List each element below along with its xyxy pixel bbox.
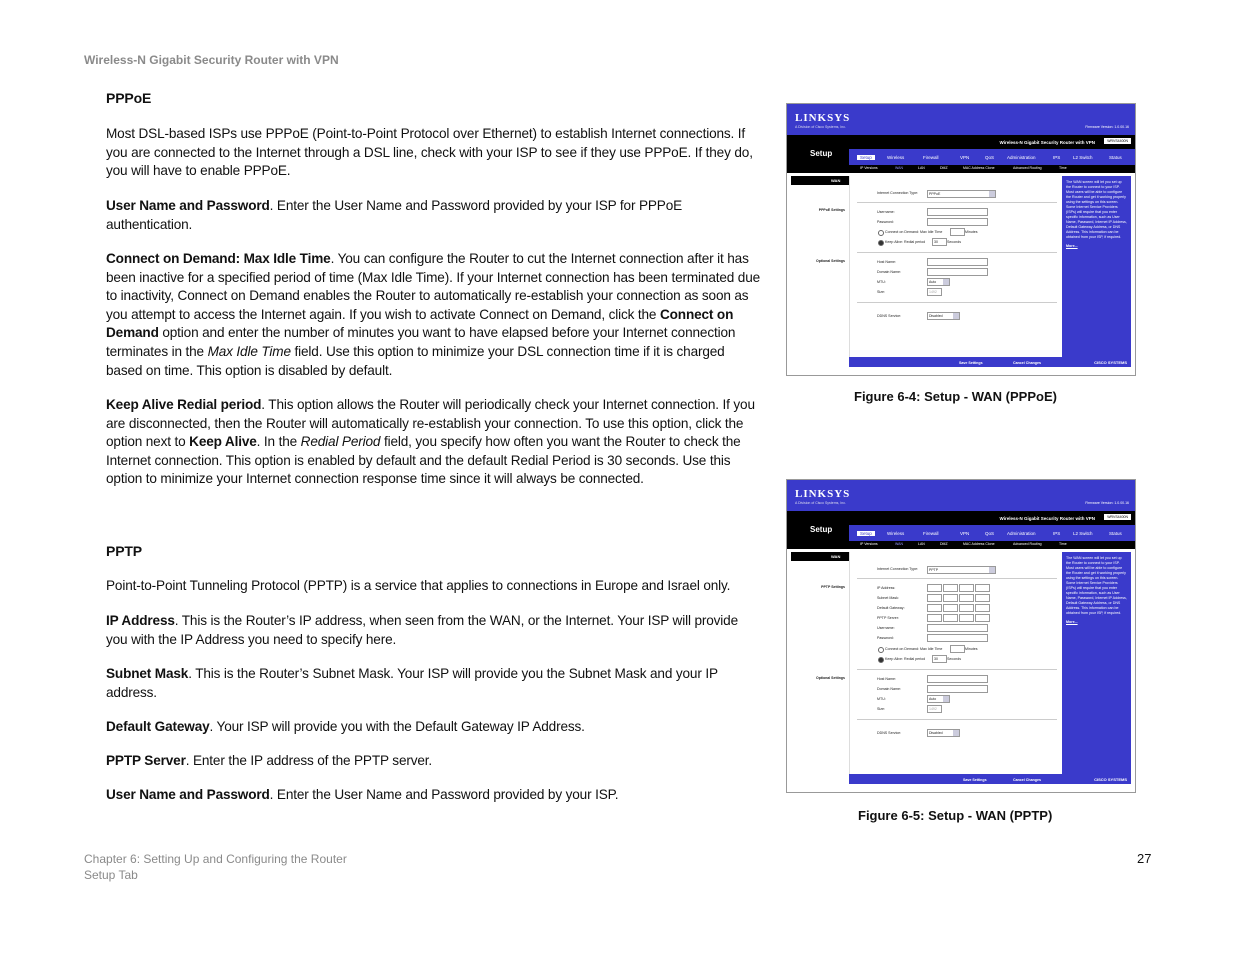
minutes-label: Minutes (965, 230, 978, 234)
subtab-ip-versions[interactable]: IP Versions (860, 166, 878, 170)
group-optional-settings: Optional Settings (816, 259, 845, 263)
subtab-dmz[interactable]: DMZ (940, 166, 948, 170)
pptp-section (106, 542, 762, 561)
subtab-lan[interactable]: LAN (918, 542, 925, 546)
ict-label: Internet Connection Type: (877, 191, 919, 195)
pppoe-keep-alive (106, 396, 762, 489)
tab-qos[interactable]: QoS (985, 531, 995, 536)
mtu-select[interactable]: Auto (927, 695, 950, 703)
seconds-label: Seconds (947, 240, 961, 244)
gw-field-3[interactable] (959, 604, 974, 612)
pppoe-heading: PPPoE (106, 90, 152, 106)
field-name: Redial Period (300, 434, 381, 450)
tab-administration[interactable]: Administration (1007, 531, 1036, 536)
wan-label: WAN (831, 178, 841, 183)
desc: . Your ISP will provide you with the Default Gateway IP Address. (209, 719, 585, 734)
figure1-caption: Figure 6-4: Setup - WAN (PPPoE) (854, 389, 1057, 404)
tab-firewall[interactable]: Firewall (923, 531, 939, 536)
domain-name-label: Domain Name: (877, 687, 901, 691)
ip-field-3[interactable] (959, 584, 974, 592)
cod-label: Connect on Demand: Max Idle Time (885, 230, 943, 234)
cancel-changes-button[interactable]: Cancel Changes (1013, 778, 1041, 782)
gw-field-2[interactable] (943, 604, 958, 612)
username-field[interactable] (927, 208, 988, 216)
subtab-mac-clone[interactable]: MAC Address Clone (963, 542, 995, 546)
term: User Name and Password (106, 787, 270, 802)
size-label: Size: (877, 707, 885, 711)
firmware-version: Firmware Version: 1.0.00.16 (1085, 501, 1129, 505)
keepalive-label: Keep Alive: Redial period (885, 240, 926, 244)
desc: . This option allows the Router will periodically check your Internet connection. If you are disconnected, then the Router will automatically re-establish your connection. To use this option, click the option next to (106, 397, 755, 450)
help-text: The WAN screen will let you set up the Router to connect to your ISP. Most users will be able to configure the Router and get it working properly using the settings on this screen. Some Internet Service Providers (ISPs) will require that you enter specific information, such as User Name, Password, Internet IP Address, Default Gateway Address, or DNS Address. This information can be obtained from your ISP, if required. (1066, 180, 1127, 239)
tab-l2-switch[interactable]: L2 Switch (1073, 155, 1093, 160)
desc: . This is the Router’s IP address, when seen from the WAN, or the Internet. Your ISP will provide you with the IP Address you need to specify here. (106, 613, 738, 647)
term: User Name and Password (106, 198, 270, 213)
redial-field[interactable]: 30 (932, 655, 947, 663)
subtab-time[interactable]: Time (1059, 542, 1067, 546)
group-pptp-settings: PPTP Settings (821, 585, 845, 589)
model-name: WRVS4400N (1104, 138, 1131, 144)
mtu-label: MTU: (877, 280, 886, 284)
desc: . This is the Router’s Subnet Mask. Your ISP will provide you the Subnet Mask and your IP address. (106, 666, 718, 700)
host-name-label: Host Name: (877, 677, 896, 681)
cisco-logo: CISCO SYSTEMS (1094, 360, 1127, 365)
divider (857, 252, 1057, 253)
tab-qos[interactable]: QoS (985, 155, 995, 160)
subnet-mask-label: Subnet Mask: (877, 596, 899, 600)
divider (857, 302, 1057, 303)
srv-field-3[interactable] (959, 614, 974, 622)
help-panel (1062, 552, 1131, 784)
desc: . You can configure the Router to cut the Internet connection after it has been inactive for a specified period of time (Max Idle Time). If your Internet connection has been terminated due to inactivity, Connect on Demand enables the Router to automatically re-establish your connection as soon as you attempt to access the Internet again. If you wish to activate Connect on Demand, click the (106, 251, 761, 322)
keepalive-label: Keep Alive: Redial period (885, 657, 926, 661)
mask-field-3[interactable] (959, 594, 974, 602)
ddns-select[interactable]: Disabled (927, 312, 960, 320)
model-name: WRVS4400N (1104, 514, 1131, 520)
cod-field[interactable] (950, 228, 965, 236)
redial-field[interactable]: 30 (932, 238, 947, 246)
desc: field, you specify how often you want the Router to check the Internet connection. This option is enabled by default and the default Redial Period is 30 seconds. Use this option to minimize your Internet connection response time since it will always be connected. (106, 434, 741, 487)
desc: . Enter the User Name and Password provided by your ISP for PPPoE authentication. (106, 198, 683, 232)
ict-select[interactable]: PPPoE (927, 190, 996, 198)
password-field[interactable] (927, 218, 988, 226)
ip-field-4[interactable] (975, 584, 990, 592)
figure2-caption: Figure 6-5: Setup - WAN (PPTP) (858, 808, 1053, 823)
ict-label: Internet Connection Type: (877, 567, 919, 571)
field-name: Max Idle Time (207, 343, 291, 359)
divider (857, 202, 1057, 203)
term: Connect on Demand: Max Idle Time (106, 251, 331, 266)
subtab-wan[interactable]: WAN (895, 542, 904, 546)
ip-field-1[interactable] (927, 584, 942, 592)
tab-setup[interactable]: Setup (857, 531, 875, 536)
group-optional-settings: Optional Settings (816, 676, 845, 680)
tab-l2-switch[interactable]: L2 Switch (1073, 531, 1093, 536)
section-name: Setup (810, 149, 833, 158)
gw-field-4[interactable] (975, 604, 990, 612)
minutes-label: Minutes (965, 647, 978, 651)
term-inline: Keep Alive (189, 434, 257, 450)
ddns-label: DDNS Service: (877, 731, 902, 735)
subtab-time[interactable]: Time (1059, 166, 1067, 170)
pptp-server (106, 752, 762, 771)
product-name: Wireless-N Gigabit Security Router with VPN (999, 140, 1095, 145)
save-settings-button[interactable]: Save Settings (963, 778, 987, 782)
ip-field-2[interactable] (943, 584, 958, 592)
pppoe-intro (106, 125, 762, 181)
pptp-ip-address (106, 612, 762, 649)
username-field[interactable] (927, 624, 988, 632)
tab-setup[interactable]: Setup (857, 155, 875, 160)
term: Default Gateway (106, 719, 210, 734)
cisco-logo: CISCO SYSTEMS (1094, 777, 1127, 782)
pptp-heading: PPTP (106, 543, 142, 559)
domain-name-field[interactable] (927, 685, 988, 693)
tab-administration[interactable]: Administration (1007, 155, 1036, 160)
logo-subtitle: A Division of Cisco Systems, Inc. (795, 125, 846, 129)
ddns-label: DDNS Service: (877, 314, 902, 318)
figure-pppoe-screenshot (786, 103, 1136, 376)
cod-label: Connect on Demand: Max Idle Time (885, 647, 943, 651)
size-field[interactable]: 1492 (927, 288, 942, 296)
pptp-default-gateway (106, 718, 762, 737)
term-inline: Connect on Demand (106, 306, 734, 341)
cod-radio[interactable] (878, 647, 884, 653)
running-head: Wireless-N Gigabit Security Router with VPN (84, 53, 339, 67)
more-link[interactable]: More... (1066, 244, 1078, 248)
tab-status[interactable]: Status (1109, 155, 1122, 160)
help-text: The WAN screen will let you set up the Router to connect to your ISP. Most users will be able to configure the Router and get it working properly using the settings on this screen. Some Internet Service Providers (ISPs) will require that you enter specific information, such as User Name, Password, Internet IP Address, Default Gateway Address, or DNS Address. This information can be obtained from your ISP, if required. (1066, 556, 1127, 615)
host-name-field[interactable] (927, 258, 988, 266)
tab-vpn[interactable]: VPN (960, 531, 970, 536)
figure-pptp-screenshot (786, 479, 1136, 793)
wan-label: WAN (831, 554, 841, 559)
subtab-advanced-routing[interactable]: Advanced Routing (1013, 542, 1042, 546)
desc: option and enter the number of minutes you want to have elapsed before your Internet connection terminates in the (106, 325, 736, 359)
subtab-ip-versions[interactable]: IP Versions (860, 542, 878, 546)
cod-radio[interactable] (878, 230, 884, 236)
keepalive-radio[interactable] (878, 240, 884, 246)
subtab-mac-clone[interactable]: MAC Address Clone (963, 166, 995, 170)
subtab-dmz[interactable]: DMZ (940, 542, 948, 546)
page-number: 27 (1137, 851, 1152, 866)
pppoe-username (106, 197, 762, 234)
pptp-subnet-mask (106, 665, 762, 702)
divider (857, 578, 1057, 579)
mask-field-2[interactable] (943, 594, 958, 602)
mask-field-4[interactable] (975, 594, 990, 602)
tab-wireless[interactable]: Wireless (887, 155, 905, 160)
ict-select[interactable]: PPTP (927, 566, 996, 574)
domain-name-field[interactable] (927, 268, 988, 276)
tab-wireless[interactable]: Wireless (887, 531, 905, 536)
tab-status[interactable]: Status (1109, 531, 1122, 536)
tab-ips[interactable]: IPS (1053, 531, 1061, 536)
cod-field[interactable] (950, 645, 965, 653)
footer (84, 851, 347, 883)
mtu-label: MTU: (877, 697, 886, 701)
password-field[interactable] (927, 634, 988, 642)
divider (857, 719, 1057, 720)
logo-subtitle: A Division of Cisco Systems, Inc. (795, 501, 846, 505)
divider (857, 669, 1057, 670)
subtab-wan[interactable]: WAN (895, 166, 904, 170)
section-name: Setup (810, 525, 833, 534)
seconds-label: Seconds (947, 657, 961, 661)
keepalive-radio[interactable] (878, 657, 884, 663)
term: IP Address (106, 613, 175, 628)
mask-field-1[interactable] (927, 594, 942, 602)
pppoe-intro-text: Most DSL-based ISPs use PPPoE (Point-to-Point Protocol over Ethernet) to establish Internet connections. If you are connected to the Internet through a DSL line, check with your ISP to see if they use PPPoE. If they do, you will have to enable PPPoE. (106, 126, 753, 179)
term: Subnet Mask (106, 666, 189, 681)
save-settings-button[interactable]: Save Settings (959, 361, 983, 365)
footer-chapter: Chapter 6: Setting Up and Configuring the Router (84, 852, 347, 866)
desc: . Enter the IP address of the PPTP server. (185, 753, 433, 768)
more-link[interactable]: More... (1066, 620, 1078, 624)
host-name-field[interactable] (927, 675, 988, 683)
username-label: Username: (877, 210, 895, 214)
gateway-label: Default Gateway: (877, 606, 905, 610)
tab-ips[interactable]: IPS (1053, 155, 1061, 160)
password-label: Password: (877, 636, 894, 640)
subtab-advanced-routing[interactable]: Advanced Routing (1013, 166, 1042, 170)
domain-name-label: Domain Name: (877, 270, 901, 274)
ip-address-label: IP Address: (877, 586, 896, 590)
tab-firewall[interactable]: Firewall (923, 155, 939, 160)
pptp-username (106, 786, 762, 805)
term: Keep Alive Redial period (106, 397, 262, 412)
cancel-changes-button[interactable]: Cancel Changes (1013, 361, 1041, 365)
firmware-version: Firmware Version: 1.0.00.16 (1085, 125, 1129, 129)
help-panel (1062, 176, 1131, 367)
desc: . Enter the User Name and Password provided by your ISP. (269, 787, 619, 802)
host-name-label: Host Name: (877, 260, 896, 264)
size-field[interactable]: 1492 (927, 705, 942, 713)
desc: field. Use this option to minimize your DSL connection time if it is charged based on time. This option is disabled by default. (106, 343, 725, 378)
subtab-lan[interactable]: LAN (918, 166, 925, 170)
mtu-select[interactable]: Auto (927, 278, 950, 286)
product-name: Wireless-N Gigabit Security Router with VPN (999, 516, 1095, 521)
term: PPTP Server (106, 753, 186, 768)
size-label: Size: (877, 290, 885, 294)
linksys-logo: LINKSYS (795, 112, 851, 124)
pppoe-section (106, 89, 762, 108)
footer-section: Setup Tab (84, 868, 138, 882)
linksys-logo: LINKSYS (795, 488, 851, 500)
pppoe-connect-on-demand (106, 250, 762, 380)
pptp-intro (106, 577, 762, 596)
pptp-server-label: PPTP Server: (877, 616, 899, 620)
password-label: Password: (877, 220, 894, 224)
username-label: Username: (877, 626, 895, 630)
srv-field-1[interactable] (927, 614, 942, 622)
tab-vpn[interactable]: VPN (960, 155, 970, 160)
pptp-intro-text: Point-to-Point Tunneling Protocol (PPTP) is a service that applies to connections in Europe and Israel only. (106, 578, 731, 593)
gw-field-1[interactable] (927, 604, 942, 612)
group-pppoe-settings: PPPoE Settings (818, 208, 845, 212)
srv-field-4[interactable] (975, 614, 990, 622)
desc: . In the (256, 434, 301, 450)
srv-field-2[interactable] (943, 614, 958, 622)
ddns-select[interactable]: Disabled (927, 729, 960, 737)
